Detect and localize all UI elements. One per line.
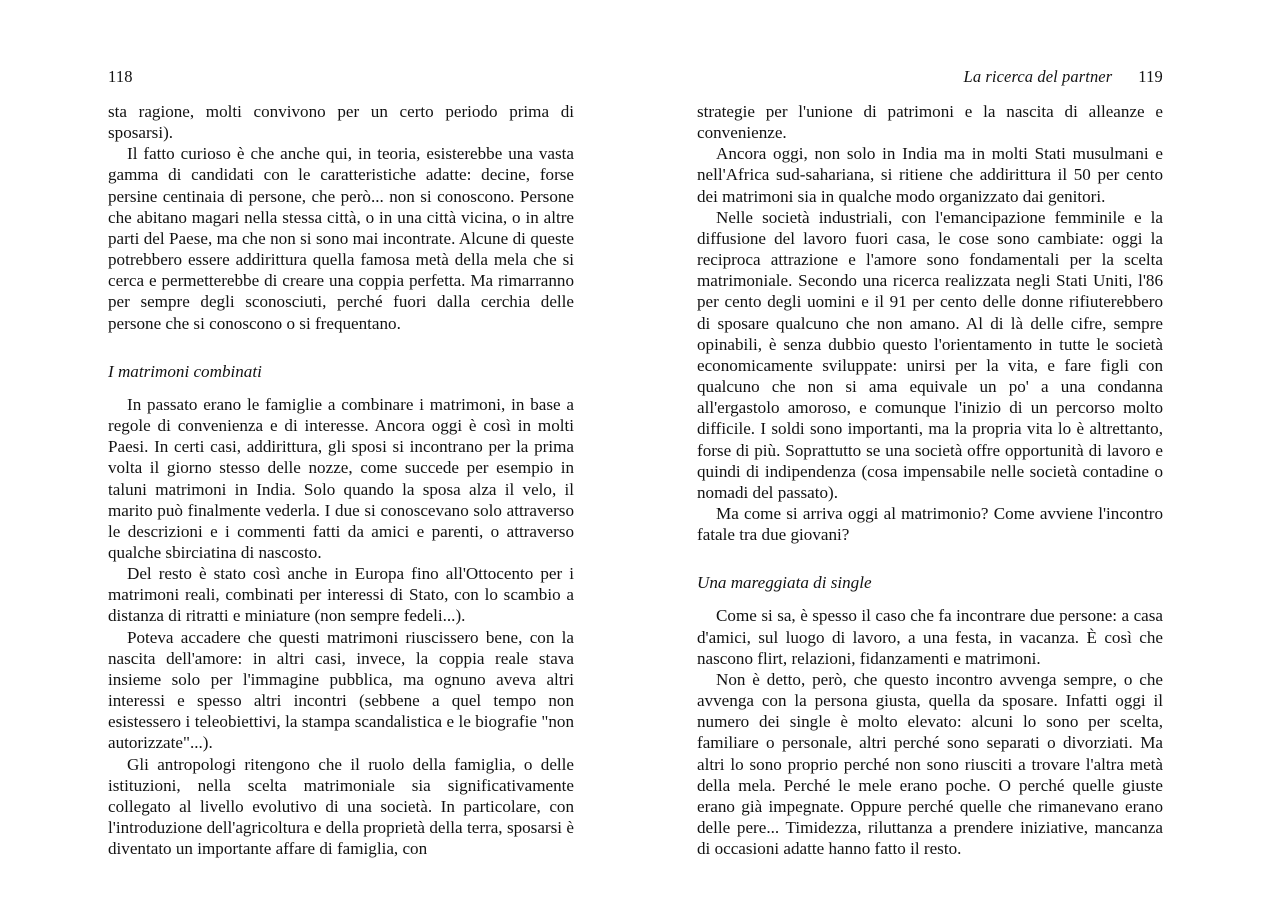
- page-folio-right: 119: [1138, 67, 1163, 86]
- page-folio-left: 118: [108, 67, 133, 86]
- paragraph: Non è detto, però, che questo incontro avvenga sempre, o che avvenga con la persona giusta, quella da sposare. Infatti oggi il numero dei single è molto elevato: alcuni lo sono per scelta, familiare o personale, altri perché sono separati o divorziati. Ma altri lo sono proprio perché non sono riusciti a trovare l'altra metà della mela. Perché le mele erano poche. O perché quelle giuste erano già impegnate. Oppure perché quelle che rimanevano erano delle pere... Timidezza, riluttanza a prendere iniziative, mancanza di occasioni adatte hanno fatto il resto.: [697, 669, 1163, 859]
- paragraph-continued: strategie per l'unione di patrimoni e la nascita di alleanze e convenienze.: [697, 102, 1163, 143]
- spacer: [108, 382, 574, 394]
- spacer: [697, 545, 1163, 572]
- running-title: La ricerca del partner: [963, 67, 1113, 86]
- paragraph-continued: sta ragione, molti convivono per un certo periodo prima di sposarsi).: [108, 102, 574, 143]
- paragraph-runs-over: Gli antropologi ritengono che il ruolo della famiglia, o delle istituzioni, nella scelta matrimoniale sia significativamente collegato al livello evolutivo di una società. In particolare, con l'introduzione dell'agricoltura e della proprietà della terra, sposarsi è diventato un importante affare di famiglia, con: [108, 754, 574, 859]
- subheading-una-mareggiata-di-single: Una mareggiata di single: [697, 573, 872, 593]
- page-left-118: [108, 101, 574, 859]
- spacer: [697, 593, 1163, 605]
- spacer: [108, 334, 574, 361]
- subheading-i-matrimoni-combinati: I matrimoni combinati: [108, 361, 262, 381]
- running-head-right: [964, 66, 1163, 88]
- paragraph: In passato erano le famiglie a combinare i matrimoni, in base a regole di convenienza e di interesse. Ancora oggi è così in molti Paesi. In certi casi, addirittura, gli sposi si incontrano per la prima volta il giorno stesso delle nozze, come succede per esempio in taluni matrimoni in India. Solo quando la sposa alza il velo, il marito può finalmente vederla. I due si conoscevano solo attraverso le descrizioni e i commenti fatti da amici e parenti, o attraverso qualche sbirciatina di nascosto.: [108, 394, 574, 562]
- paragraph: Del resto è stato così anche in Europa fino all'Ottocento per i matrimoni reali, combinati per interessi di Stato, con lo scambio a distanza di ritratti e miniature (non sempre fedeli...).: [108, 564, 574, 626]
- paragraph: Nelle società industriali, con l'emancipazione femminile e la diffusione del lavoro fuori casa, le cose sono cambiate: oggi la reciproca attrazione e l'amore sono fondamentali per la scelta matrimoniale. Secondo una ricerca realizzata negli Stati Uniti, l'86 per cento degli uomini e il 91 per cento delle donne rifiuterebbero di sposare qualcuno che non amano. Al di là delle cifre, sempre opinabili, è senza dubbio questo l'orientamento in tutte le società economicamente sviluppate: unirsi per la vita, e fare figli con qualcuno che non si ama equivale un po' a una condanna all'ergastolo amoroso, e comunque l'inizio di un percorso molto difficile. I soldi sono importanti, ma la propria vita lo è altrettanto, forse di più. Soprattutto se una società offre opportunità di lavoro e quindi di indipendenza (cosa impensabile nelle società contadine o nomadi del passato).: [697, 207, 1163, 502]
- paragraph: Ma come si arriva oggi al matrimonio? Come avviene l'incontro fatale tra due giovani?: [697, 503, 1163, 545]
- paragraph: Poteva accadere che questi matrimoni riuscissero bene, con la nascita dell'amore: in altri casi, invece, la coppia reale stava insieme solo per l'immagine pubblica, ma ognuno aveva altri interessi e spesso altri incontri (sebbene a quel tempo non esistessero i teleobiettivi, la stampa scandalistica e le biografie "non autorizzate"...).: [108, 627, 574, 753]
- paragraph: Ancora oggi, non solo in India ma in molti Stati musulmani e nell'Africa sud-sahariana, si ritiene che addirittura il 50 per cento dei matrimoni sia in qualche modo organizzato dai genitori.: [697, 144, 1163, 206]
- paragraph: Il fatto curioso è che anche qui, in teoria, esisterebbe una vasta gamma di candidati con le caratteristiche adatte: decine, forse persine centinaia di persone, che però... non si conoscono. Persone che abitano magari nella stessa città, o in una città vicina, o in altre parti del Paese, ma che non si sono mai incontrate. Alcune di queste potrebbero essere addirittura quella famosa metà della mela che si cerca e permetterebbe di creare una coppia perfetta. Ma rimarranno per sempre degli sconosciuti, perché fuori dalla cerchia delle persone che si conoscono o si frequentano.: [108, 144, 574, 333]
- paragraph: Come si sa, è spesso il caso che fa incontrare due persone: a casa d'amici, sul luogo di lavoro, a una festa, in vacanza. È così che nascono flirt, relazioni, fidanzamenti e matrimoni.: [697, 606, 1163, 668]
- running-head-row: [108, 66, 1163, 88]
- page-right-119: [697, 101, 1163, 859]
